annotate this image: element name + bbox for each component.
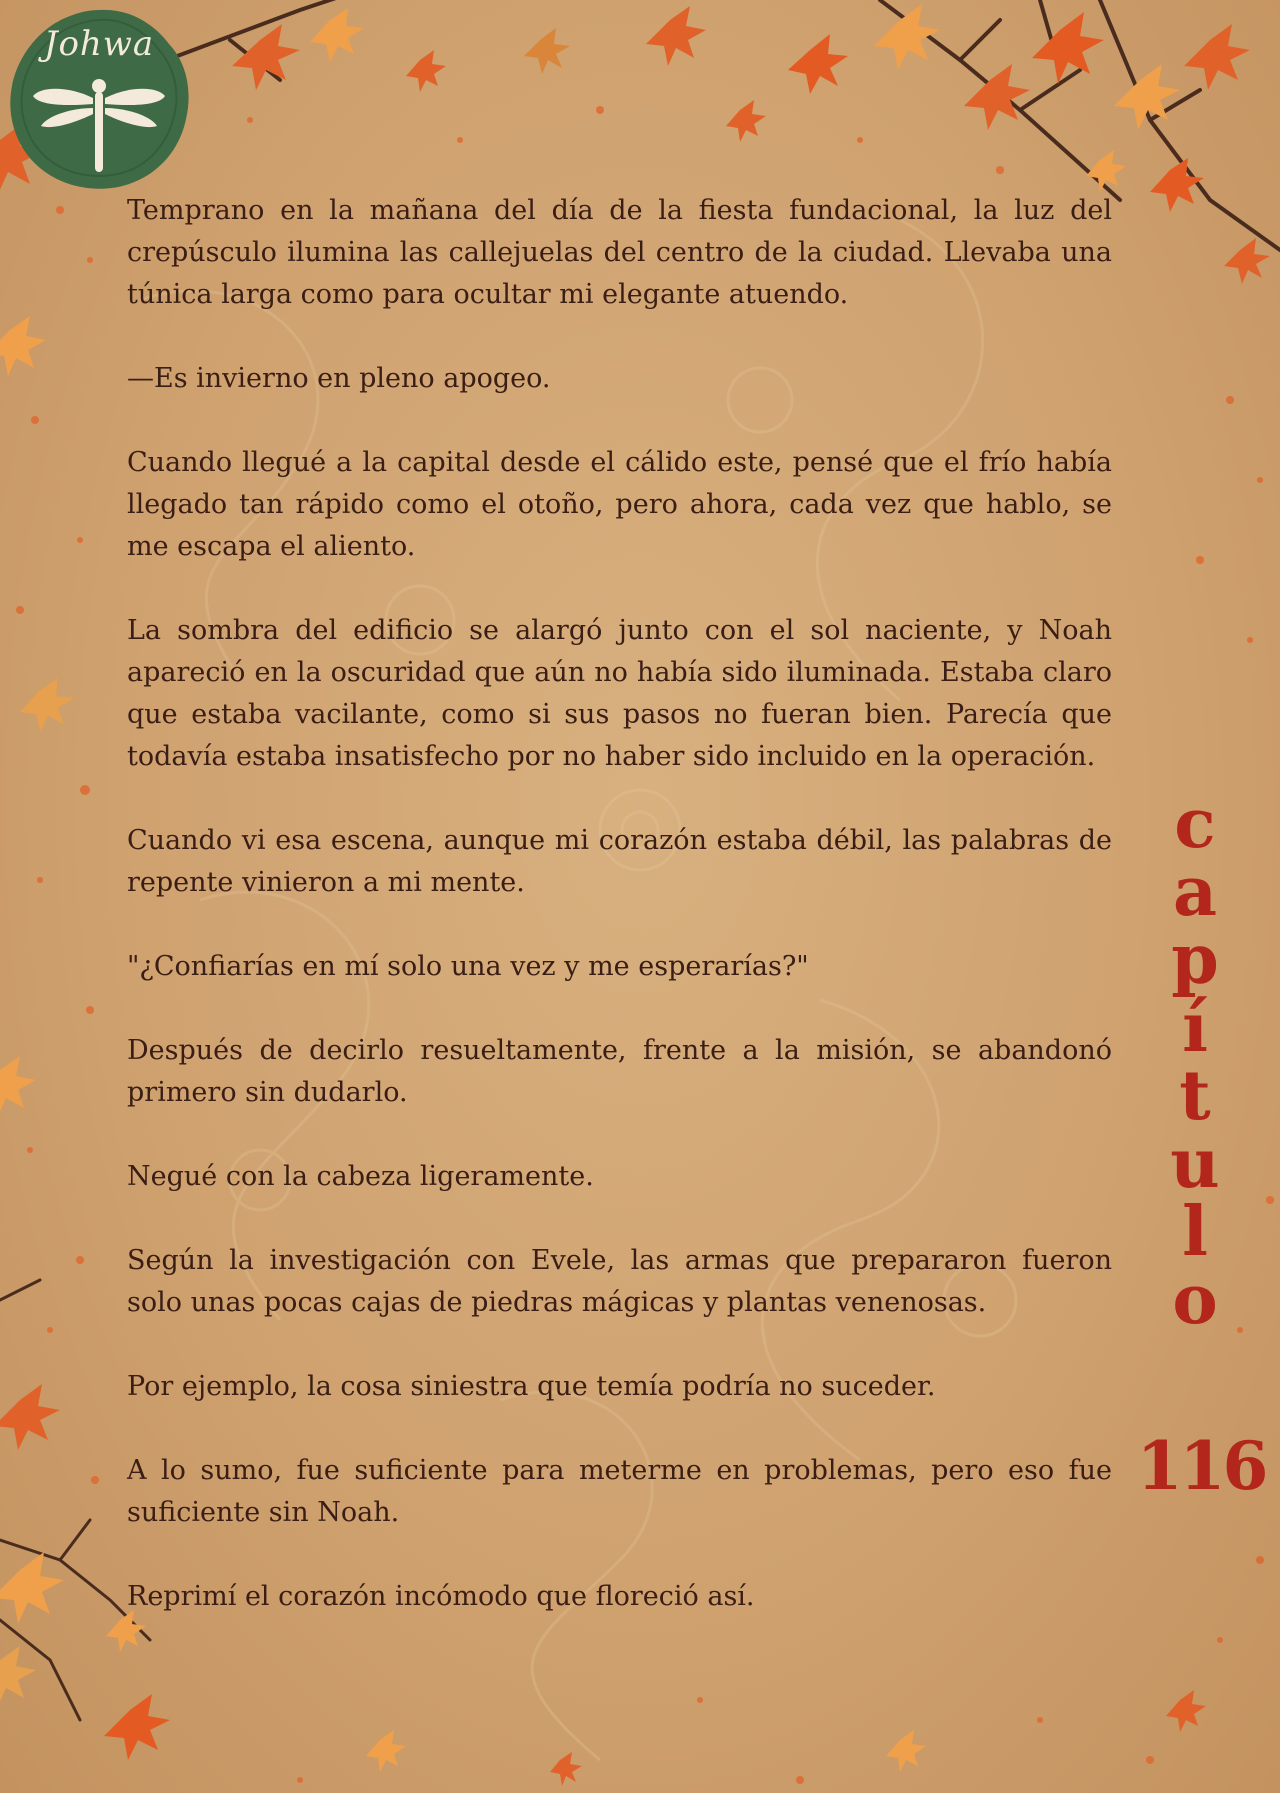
johwa-logo: [4, 4, 194, 194]
chapter-letter: í: [1182, 988, 1208, 1068]
chapter-letter: l: [1182, 1192, 1208, 1272]
paragraph: Después de decirlo resueltamente, frente a la misión, se abandonó primero sin dudarlo.: [127, 1035, 1112, 1108]
paragraph: Negué con la cabeza ligeramente.: [127, 1161, 594, 1192]
paragraph: A lo sumo, fue suficiente para meterme en problemas, pero eso fue suficiente sin Noah.: [127, 1455, 1112, 1528]
paragraph: La sombra del edificio se alargó junto con el sol naciente, y Noah apareció en la oscuridad que aún no había sido iluminada. Estaba claro que estaba vacilante, como si sus pasos no fueran bien. Parecía que todavía estaba insatisfecho por no haber sido incluido en la operación.: [127, 615, 1112, 772]
paragraph: Cuando llegué a la capital desde el cálido este, pensé que el frío había llegado tan rápido como el otoño, pero ahora, cada vez que hablo, se me escapa el aliento.: [127, 447, 1112, 562]
chapter-letter: c: [1174, 784, 1216, 864]
chapter-number: 116: [1136, 1427, 1266, 1505]
paragraph: Reprimí el corazón incómodo que floreció así.: [127, 1581, 755, 1612]
chapter-letter: u: [1170, 1124, 1220, 1204]
chapter-letter: t: [1179, 1056, 1211, 1136]
paragraph: Cuando vi esa escena, aunque mi corazón estaba débil, las palabras de repente vinieron a mi mente.: [127, 825, 1112, 898]
paragraph: Por ejemplo, la cosa siniestra que temía podría no suceder.: [127, 1371, 936, 1402]
paragraph: "¿Confiarías en mí solo una vez y me esperarías?": [127, 951, 809, 982]
logo-text: Johwa: [43, 24, 155, 64]
chapter-letter: p: [1171, 920, 1219, 1000]
chapter-letter: o: [1172, 1260, 1218, 1340]
paragraph: —Es invierno en pleno apogeo.: [127, 363, 551, 394]
paragraph: Según la investigación con Evele, las armas que prepararon fueron solo unas pocas cajas de piedras mágicas y plantas venenosas.: [127, 1245, 1112, 1318]
dragonfly-icon: [29, 72, 169, 182]
paragraph: Temprano en la mañana del día de la fiesta fundacional, la luz del crepúsculo ilumina las callejuelas del centro de la ciudad. Llevaba una túnica larga como para ocultar mi elegante atuendo.: [127, 195, 1112, 310]
chapter-label: [1120, 784, 1270, 1340]
chapter-text: [127, 190, 1112, 1660]
chapter-letter: a: [1172, 852, 1218, 932]
